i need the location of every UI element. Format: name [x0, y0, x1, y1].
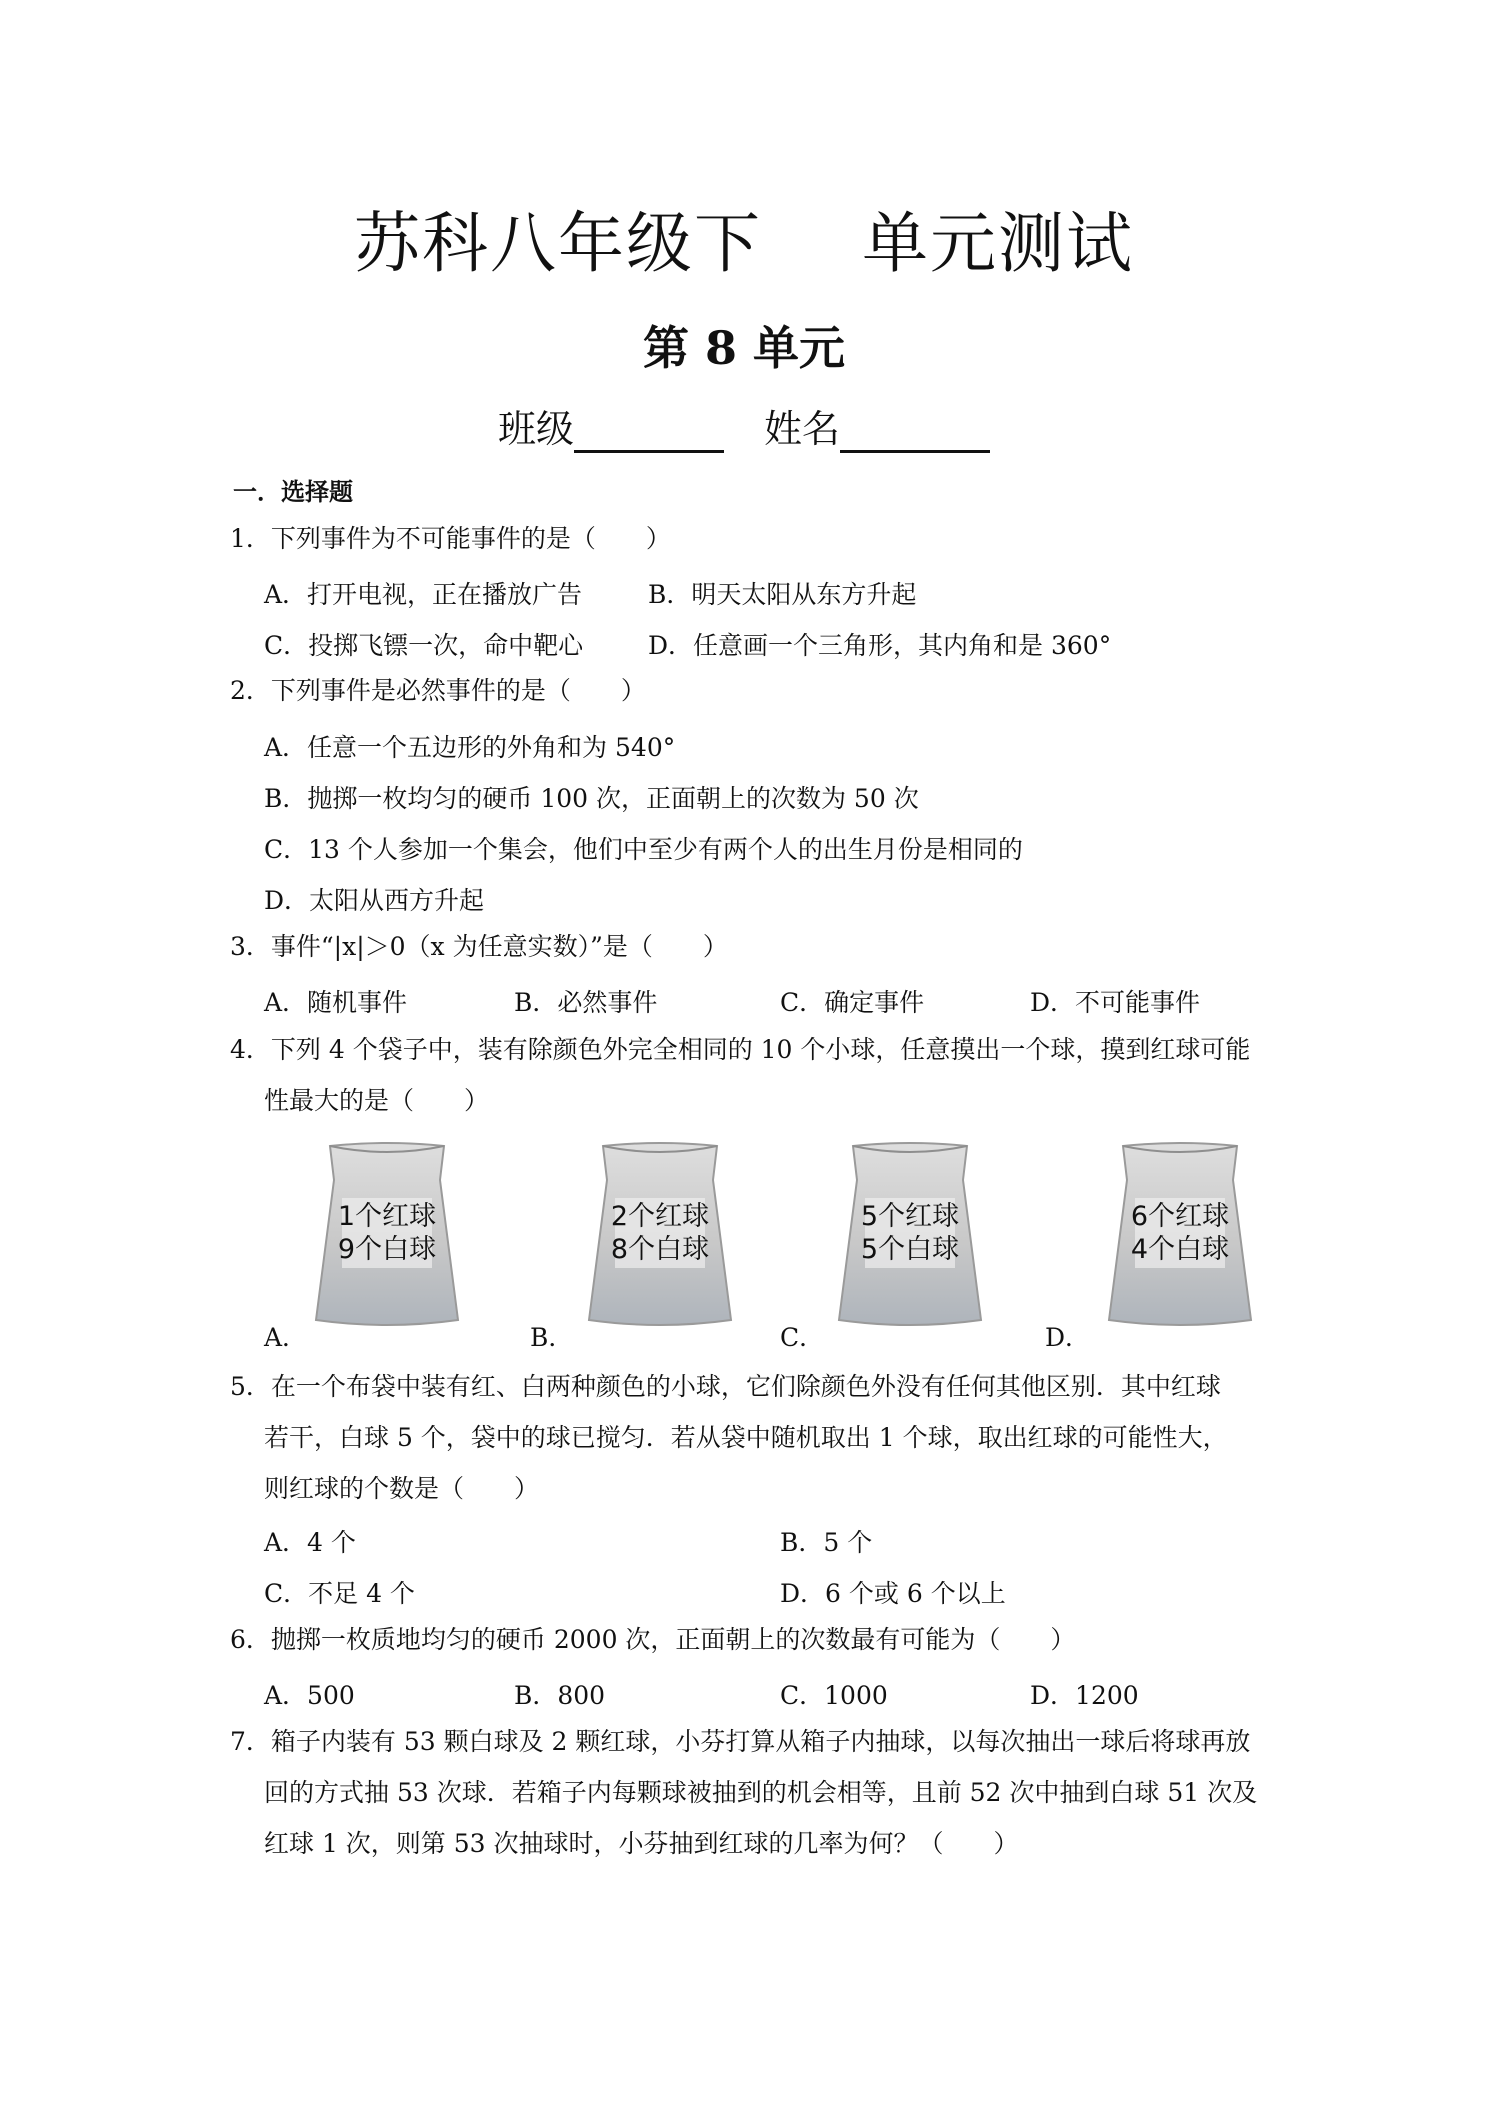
- q5-option-c[interactable]: C．不足 4 个: [264, 1579, 415, 1608]
- q6-option-d[interactable]: D．1200: [1030, 1681, 1139, 1710]
- q4-option-b[interactable]: B．: [530, 1323, 574, 1352]
- q2-option-b[interactable]: B．抛掷一枚均匀的硬币 100 次，正面朝上的次数为 50 次: [264, 784, 919, 813]
- question-5-stem-line-1: 5．在一个布袋中装有红、白两种颜色的小球，它们除颜色外没有任何其他区别．其中红球: [230, 1372, 1221, 1401]
- q4-option-a[interactable]: A．: [264, 1323, 308, 1352]
- name-blank[interactable]: [840, 414, 990, 453]
- question-7-stem-line-3: 红球 1 次，则第 53 次抽球时，小芬抽到红球的几率为何？（ ）: [264, 1829, 1019, 1858]
- q3-option-b[interactable]: B．必然事件: [514, 988, 658, 1017]
- bag-c-image: [835, 1140, 985, 1330]
- q4-option-c[interactable]: C．: [780, 1323, 825, 1352]
- question-7-stem-line-2: 回的方式抽 53 次球．若箱子内每颗球被抽到的机会相等，且前 52 次中抽到白球 51 次及: [264, 1778, 1258, 1807]
- q3-option-d[interactable]: D．不可能事件: [1030, 988, 1201, 1017]
- q1-option-a[interactable]: A．打开电视，正在播放广告: [264, 580, 583, 609]
- bag-d-image: [1105, 1140, 1255, 1330]
- q3-option-a[interactable]: A．随机事件: [264, 988, 408, 1017]
- q5-option-a[interactable]: A．4 个: [264, 1528, 356, 1557]
- q2-option-c[interactable]: C．13 个人参加一个集会，他们中至少有两个人的出生月份是相同的: [264, 835, 1023, 864]
- question-6-stem: 6．抛掷一枚质地均匀的硬币 2000 次，正面朝上的次数最有可能为（ ）: [230, 1625, 1076, 1654]
- q1-option-c[interactable]: C．投掷飞镖一次，命中靶心: [264, 631, 584, 660]
- q6-option-b[interactable]: B．800: [514, 1681, 606, 1710]
- bag-b-image: [585, 1140, 735, 1330]
- question-2-stem: 2．下列事件是必然事件的是（ ）: [230, 676, 646, 705]
- q6-option-c[interactable]: C．1000: [780, 1681, 888, 1710]
- bag-a-image: [312, 1140, 462, 1330]
- question-4-stem-line-2: 性最大的是（ ）: [264, 1086, 490, 1115]
- q3-option-c[interactable]: C．确定事件: [780, 988, 925, 1017]
- bag-a-label: 1个红球 9个白球: [337, 1201, 437, 1265]
- q2-option-a[interactable]: A．任意一个五边形的外角和为 540°: [264, 733, 676, 762]
- question-1-stem: 1．下列事件为不可能事件的是（ ）: [230, 524, 671, 553]
- q5-option-d[interactable]: D．6 个或 6 个以上: [780, 1579, 1006, 1608]
- bag-d-label: 6个红球 4个白球: [1130, 1201, 1230, 1265]
- question-4-stem-line-1: 4．下列 4 个袋子中，装有除颜色外完全相同的 10 个小球，任意摸出一个球，摸到红球可能: [230, 1035, 1251, 1064]
- q1-option-b[interactable]: B．明天太阳从东方升起: [648, 580, 917, 609]
- q4-option-d[interactable]: D．: [1045, 1323, 1091, 1352]
- q6-option-a[interactable]: A．500: [264, 1681, 355, 1710]
- q1-option-d[interactable]: D．任意画一个三角形，其内角和是 360°: [648, 631, 1112, 660]
- class-blank[interactable]: [574, 414, 724, 453]
- question-3-stem: 3．事件“|x|＞0（x 为任意实数）”是（ ）: [230, 932, 728, 961]
- q2-option-d[interactable]: D．太阳从西方升起: [264, 886, 485, 915]
- class-label: 班级: [497, 407, 574, 451]
- question-7-stem-line-1: 7．箱子内装有 53 颗白球及 2 颗红球，小芬打算从箱子内抽球，以每次抽出一球后将球再放: [230, 1727, 1251, 1756]
- q5-option-b[interactable]: B．5 个: [780, 1528, 873, 1557]
- bag-c-label: 5个红球 5个白球: [860, 1201, 960, 1265]
- question-5-stem-line-2: 若干，白球 5 个，袋中的球已搅匀．若从袋中随机取出 1 个球，取出红球的可能性大，: [264, 1423, 1228, 1452]
- unit-heading: 第 8 单元: [642, 321, 846, 375]
- name-label: 姓名: [764, 407, 841, 451]
- section-title: 一．选择题: [233, 477, 353, 506]
- question-5-stem-line-3: 则红球的个数是（ ）: [264, 1474, 540, 1503]
- student-info-line: [0, 398, 1488, 453]
- page-title: 苏科八年级下 单元测试: [354, 205, 1134, 282]
- bag-b-label: 2个红球 8个白球: [610, 1201, 710, 1265]
